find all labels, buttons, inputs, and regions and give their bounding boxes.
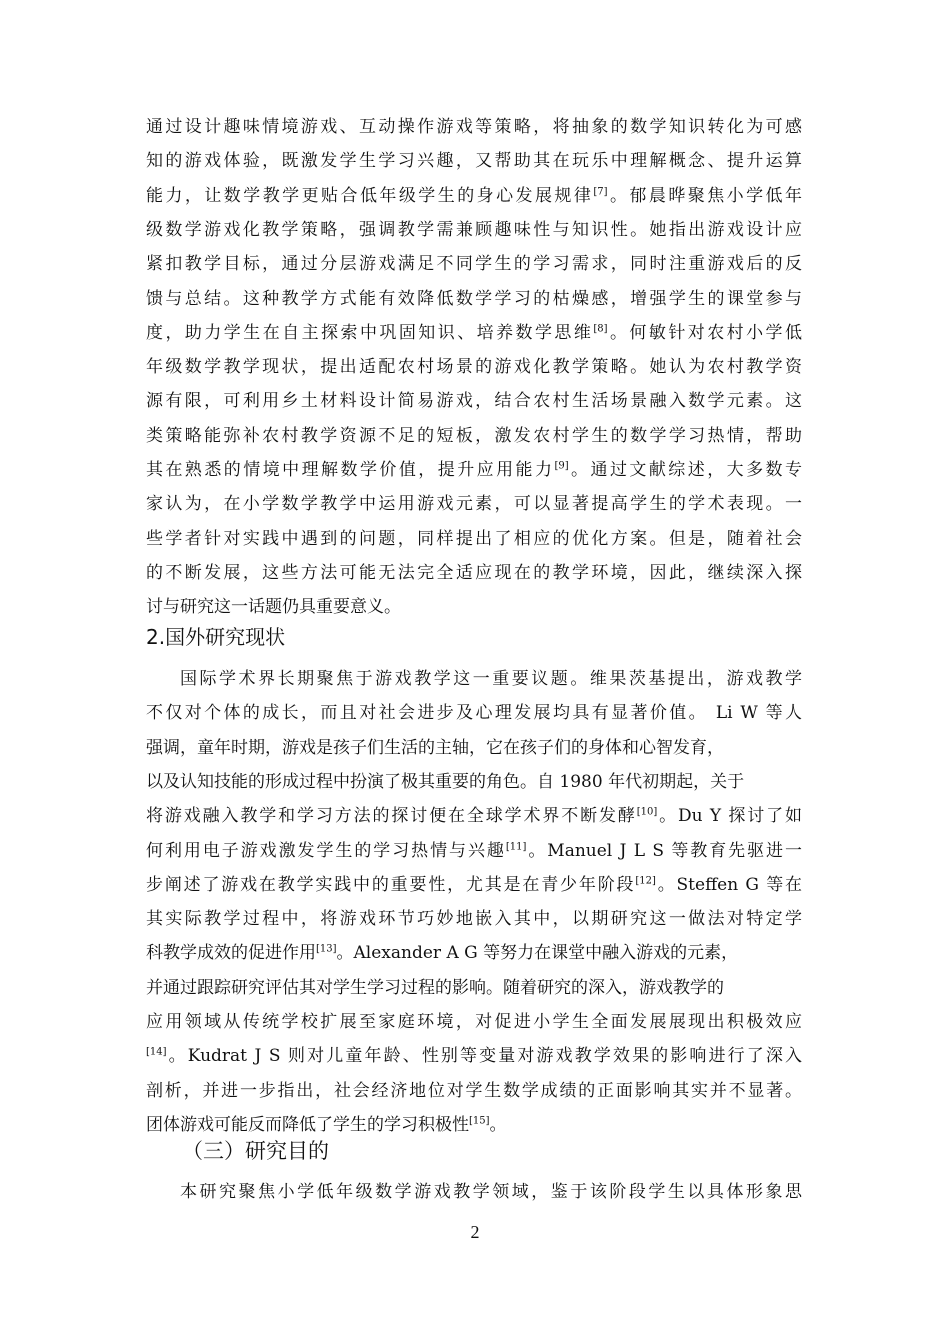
citation-ref: [9] <box>554 460 569 472</box>
line-text: 级数学游戏化教学策略，强调教学需兼顾趣味性与知识性。她指出游戏设计应 <box>146 219 802 240</box>
line-text: 。Alexander A G 等努力在课堂中融入游戏的元素， <box>336 943 739 964</box>
text-line <box>146 522 802 556</box>
line-text: 国际学术界长期聚焦于游戏教学这一重要议题。维果茨基提出，游戏教学 <box>180 669 802 689</box>
line-text: 些学者针对实践中遇到的问题，同样提出了相应的优化方案。但是，随着社会 <box>146 528 802 549</box>
page-number: 2 <box>470 1222 480 1242</box>
text-line <box>146 384 802 418</box>
text-line <box>180 662 802 696</box>
citation-ref: [10] <box>636 806 658 818</box>
text-line <box>146 971 802 1005</box>
line-text: 度，助力学生在自主探索中巩固知识、培养数学思维 <box>146 322 594 343</box>
text-line <box>146 453 802 487</box>
text-line <box>180 1175 802 1209</box>
citation-ref: [12] <box>635 875 656 887</box>
text-line <box>146 902 802 936</box>
line-text: 。通过文献综述，大多数专 <box>568 460 803 480</box>
text-line <box>146 179 802 213</box>
text-line <box>146 144 802 178</box>
text-line <box>146 487 802 521</box>
line-text: 其实际教学过程中，将游戏环节巧妙地嵌入其中，以期研究这一做法对特定学 <box>146 909 802 930</box>
line-text: 馈与总结。这种教学方式能有效降低数学学习的枯燥感，增强学生的课堂参与 <box>146 288 802 309</box>
line-text: 强调，童年时期，游戏是孩子们生活的主轴，它在孩子们的身体和心智发育， <box>146 737 724 758</box>
heading-research-purpose: （三）研究目的 <box>182 1139 329 1163</box>
text-line <box>146 834 802 868</box>
text-line <box>146 350 802 384</box>
line-text: 并通过跟踪研究评估其对学生学习过程的影响。随着研究的深入，游戏教学的 <box>146 977 724 998</box>
line-text: 何利用电子游戏激发学生的学习热情与兴趣 <box>146 840 506 861</box>
line-text: 类策略能弥补农村教学资源不足的短板，激发农村学生的数学学习热情，帮助 <box>146 425 802 446</box>
text-line <box>146 1005 802 1039</box>
citation-ref: [8] <box>593 323 608 335</box>
text-line <box>146 696 802 730</box>
line-text: 。Kudrat J S 则对儿童年龄、性别等变量对游戏教学效果的影响进行了深入 <box>166 1046 802 1067</box>
line-text: 团体游戏可能反而降低了学生的学习积极性 <box>146 1114 469 1135</box>
line-text: 紧扣教学目标，通过分层游戏满足不同学生的学习需求，同时注重游戏后的反 <box>146 254 802 275</box>
line-text: 通过设计趣味情境游戏、互动操作游戏等策略，将抽象的数学知识转化为可感 <box>146 117 802 137</box>
line-text: 年级数学教学现状，提出适配农村场景的游戏化教学策略。她认为农村教学资 <box>146 357 802 378</box>
text-line <box>146 110 802 144</box>
text-line <box>146 1039 802 1073</box>
text-line <box>146 765 802 799</box>
text-line <box>146 419 802 453</box>
line-text: 科教学成效的促进作用 <box>146 943 316 964</box>
citation-ref: [11] <box>505 840 527 852</box>
line-text: 。郁晨晔聚焦小学低年 <box>607 185 803 206</box>
text-line <box>146 731 802 765</box>
text-line <box>146 1074 802 1108</box>
text-line <box>146 936 802 970</box>
text-line <box>146 247 802 281</box>
line-text: 能力，让数学教学更贴合低年级学生的身心发展规律 <box>146 185 594 206</box>
text-line <box>146 868 802 902</box>
line-text: 将游戏融入教学和学习方法的探讨便在全球学术界不断发酵 <box>146 806 637 827</box>
line-text: 知的游戏体验，既激发学生学习兴趣，又帮助其在玩乐中理解概念、提升运算 <box>146 151 802 172</box>
line-text: 步阐述了游戏在教学实践中的重要性，尤其是在青少年阶段 <box>146 874 636 895</box>
line-text: 。Du Y 探讨了如 <box>657 806 803 827</box>
line-text: 本研究聚焦小学低年级数学游戏教学领域，鉴于该阶段学生以具体形象思 <box>180 1182 802 1202</box>
line-text: 不仅对个体的成长，而且对社会进步及心理发展均具有显著价值。 Li W 等人 <box>146 703 802 724</box>
line-text: 。 <box>489 1114 507 1135</box>
line-text: 讨与研究这一话题仍具重要意义。 <box>146 597 401 618</box>
line-text: 家认为，在小学数学教学中运用游戏元素，可以显著提高学生的学术表现。一 <box>146 494 802 515</box>
text-line <box>146 556 802 590</box>
citation-ref: [13] <box>316 943 337 955</box>
line-text: 源有限，可利用乡土材料设计简易游戏，结合农村生活场景融入数学元素。这 <box>146 391 802 412</box>
line-text: 其在熟悉的情境中理解数学价值，提升应用能力 <box>146 460 555 480</box>
line-text: 。何敏针对农村小学低 <box>607 322 803 343</box>
citation-ref: [15] <box>469 1115 490 1127</box>
citation-ref: [7] <box>593 185 608 197</box>
text-line <box>146 316 802 350</box>
text-line <box>146 213 802 247</box>
heading-foreign-research: 2.国外研究现状 <box>146 625 286 649</box>
text-line <box>146 799 802 833</box>
citation-ref: [14] <box>146 1046 167 1058</box>
line-text: 的不断发展，这些方法可能无法完全适应现在的教学环境，因此，继续深入探 <box>146 562 802 583</box>
line-text: 剖析，并进一步指出，社会经济地位对学生数学成绩的正面影响其实并不显著。 <box>146 1080 802 1101</box>
line-text: 。Manuel J L S 等教育先驱进一 <box>526 840 802 861</box>
line-text: 。Steffen G 等在 <box>655 874 803 895</box>
line-text: 应用领域从传统学校扩展至家庭环境，对促进小学生全面发展展现出积极效应 <box>146 1012 802 1032</box>
line-text: 以及认知技能的形成过程中扮演了极其重要的角色。自 1980 年代初期起，关于 <box>146 771 745 792</box>
text-line <box>146 282 802 316</box>
